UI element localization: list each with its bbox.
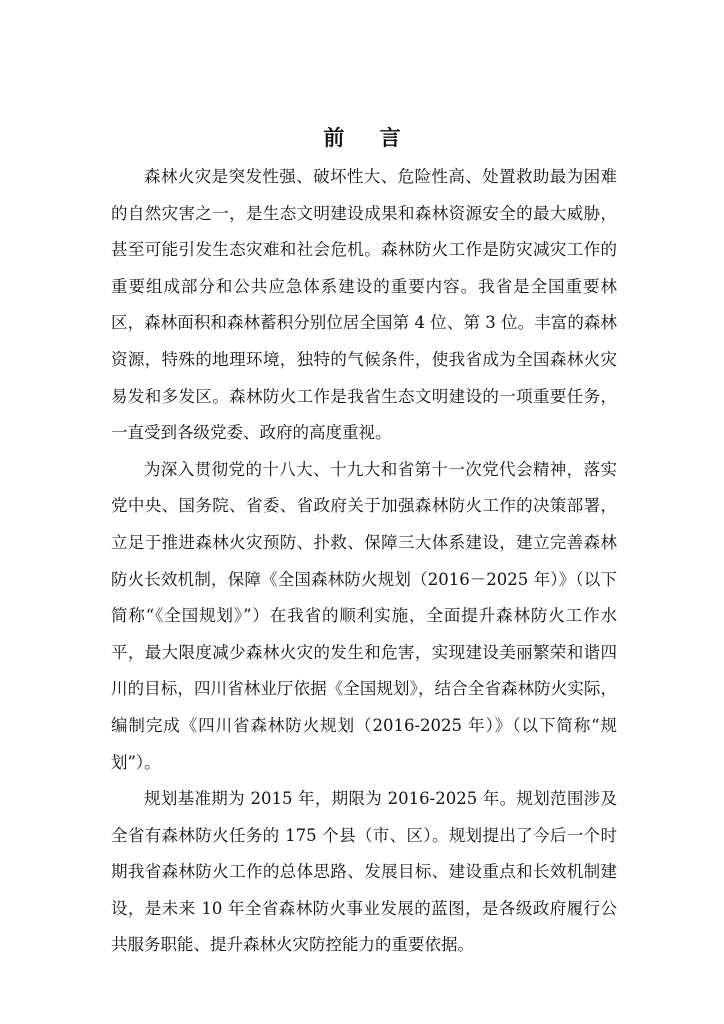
paragraph-intro: 森林火灾是突发性强、破坏性大、危险性高、处置救助最为困难的自然灾害之一，是生态文明建设成果和森林资源安全的最大威胁，甚至可能引发生态灾难和社会危机。森林防火工作是防灾减灾工作的重要组成部分和公共应急体系建设的重要内容。我省是全国重要林区，森林面积和森林蓄积分别位居全国第 4 位、第 3 位。丰富的森林资源，特殊的地理环境，独特的气候条件，使我省成为全国森林火灾易发和多发区。森林防火工作是我省生态文明建设的一项重要任务，一直受到各级党委、政府的高度重视。	[111, 167, 617, 443]
paragraph-scope: 规划基准期为 2015 年，期限为 2016-2025 年。规划范围涉及全省有森林防火任务的 175 个县（市、区）。规划提出了今后一个时期我省森林防火工作的总体思路、发展目标、建设重点和长效机制建设，是未来 10 年全省森林防火事业发展的蓝图，是各级政府履行公共服务职能、提升森林火灾防控能力的重要依据。	[111, 789, 617, 955]
document-body	[111, 159, 617, 964]
paragraph-purpose: 为深入贯彻党的十八大、十九大和省第十一次党代会精神，落实党中央、国务院、省委、省政府关于加强森林防火工作的决策部署，立足于推进森林火灾预防、扑救、保障三大体系建设，建立完善森林防火长效机制，保障《全国森林防火规划（2016－2025 年）》（以下简称“《全国规划》”）在我省的顺利实施，全面提升森林防火工作水平，最大限度减少森林火灾的发生和危害，实现建设美丽繁荣和谐四川的目标，四川省林业厅依据《全国规划》，结合全省森林防火实际，编制完成《四川省森林防火规划（2016-2025 年）》（以下简称“规划”）。	[111, 459, 617, 772]
page-title: 前 言	[323, 126, 415, 150]
